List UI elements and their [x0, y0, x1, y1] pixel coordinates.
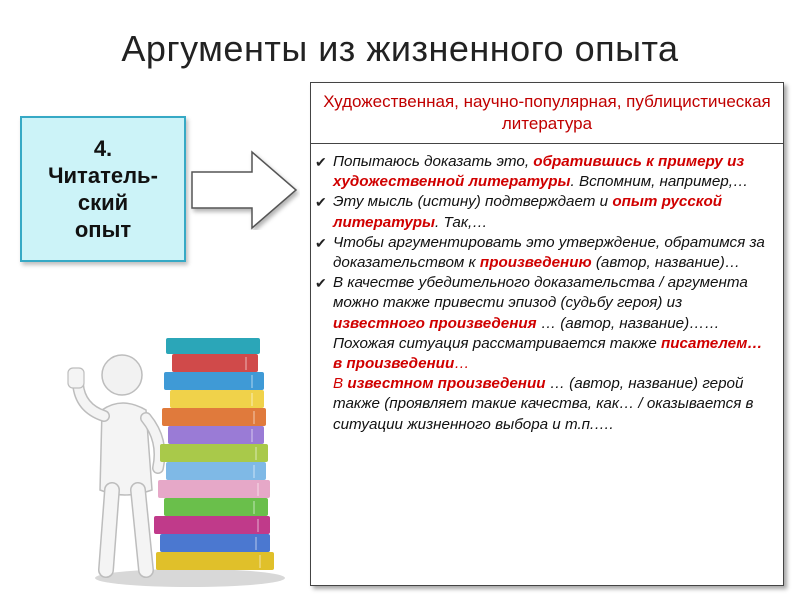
extra-line-2: В известном произведении … (автор, название) герой также (проявляет такие качества, как… / оказывается в ситуации жизненного выбора и т.п.…. [333, 375, 754, 433]
literature-panel [310, 82, 784, 586]
category-line-2: ский [77, 190, 129, 215]
person-figure [68, 355, 160, 570]
category-line-1: Читатель- [48, 163, 158, 188]
checkmark-icon: ✔ [315, 234, 327, 251]
list-item: ✔ Чтобы аргументировать это утверждение, обратимся за доказательством к произведению (автор, название)… [315, 233, 765, 272]
extra-line-1: Похожая ситуация рассматривается также писателем… в произведении… [333, 334, 763, 373]
slide-title: Аргументы из жизненного опыта [121, 28, 679, 69]
category-number: 4. [93, 136, 113, 161]
checkmark-icon: ✔ [315, 275, 327, 292]
panel-body [311, 144, 783, 435]
book-stack [154, 338, 274, 570]
checkmark-icon: ✔ [315, 194, 327, 211]
panel-header: Художественная, научно-популярная, публицистическая литература [311, 83, 783, 144]
list-item: ✔ В качестве убедительного доказательства / аргумента можно также привести эпизод (судьбу героя) из известного произведения … (автор, название)…… [315, 274, 748, 332]
list-item: ✔ Эту мысль (истину) подтверждает и опыт русской литературы. Так,… [315, 193, 723, 231]
checkmark-icon: ✔ [315, 154, 327, 170]
category-box [20, 116, 186, 262]
list-item: ✔ Попытаюсь доказать это, обратившись к примеру из художественной литературы. Вспомним, например,… [315, 153, 749, 191]
person-with-books-illustration [60, 330, 300, 590]
category-line-3: опыт [74, 217, 132, 242]
right-arrow-icon [190, 150, 300, 230]
